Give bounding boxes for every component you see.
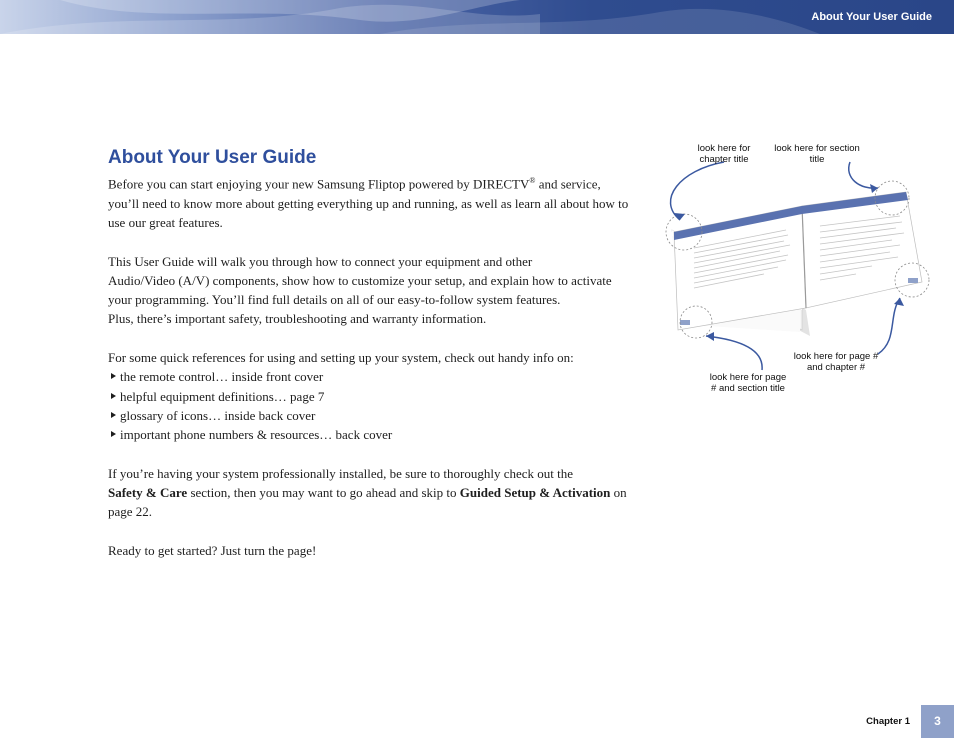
quickref-item: helpful equipment definitions… page 7 xyxy=(108,387,633,406)
guided-setup-emphasis: Guided Setup & Activation xyxy=(459,485,611,501)
quickref-item: important phone numbers & resources… back cover xyxy=(108,425,633,444)
page-number: 3 xyxy=(934,714,941,728)
quickref-item: glossary of icons… inside back cover xyxy=(108,406,633,425)
bullet-arrow-icon xyxy=(111,393,116,399)
running-header-title: About Your User Guide xyxy=(811,11,932,23)
callout-section-title: look here for section title xyxy=(774,143,860,165)
footer-chapter-label: Chapter 1 xyxy=(866,716,910,727)
install-line-2: section, then you may want to go ahead and skip to xyxy=(187,485,460,501)
install-paragraph xyxy=(108,464,633,522)
intro-text-a: Before you can start enjoying your new Samsung Fliptop powered by DIRECTV xyxy=(108,176,530,192)
callout-chapter-title: look here for chapter title xyxy=(697,143,751,165)
quickref-intro: For some quick references for using and setting up your system, check out handy info on: xyxy=(108,350,574,365)
body-text xyxy=(108,171,633,580)
registered-mark: ® xyxy=(529,176,536,185)
callout-page-chapter: look here for page # and chapter # xyxy=(793,351,879,373)
install-line-1: If you’re having your system professionally installed, be sure to thoroughly check out the xyxy=(108,465,574,481)
bullet-arrow-icon xyxy=(111,431,116,437)
guide-layout-illustration xyxy=(660,140,954,410)
bullet-arrow-icon xyxy=(111,373,116,379)
walkthrough-line-1: This User Guide will walk you through how to connect your equipment and other xyxy=(108,253,533,269)
bullet-arrow-icon xyxy=(111,412,116,418)
walkthrough-line-4: Plus, there’s important safety, troubleshooting and warranty information. xyxy=(108,311,487,327)
install-line-3: on page 22. xyxy=(108,485,627,520)
callout-page-section: look here for page # and section title xyxy=(709,372,787,394)
quickref-list xyxy=(108,367,633,444)
safety-care-emphasis: Safety & Care xyxy=(108,485,188,501)
quickref-item: the remote control… inside front cover xyxy=(108,367,633,386)
walkthrough-line-3: your programming. You’ll find full details on all of our easy-to-follow system features. xyxy=(108,292,561,308)
intro-text-b: and service, you’ll need to know more about getting everything up and running, as well as learn all about how to use our great features. xyxy=(108,176,629,230)
page-number-tab xyxy=(921,705,954,738)
intro-paragraph xyxy=(108,171,633,232)
walkthrough-paragraph xyxy=(108,252,633,329)
closing-paragraph: Ready to get started? Just turn the page! xyxy=(108,542,317,558)
header-banner xyxy=(0,0,954,34)
page-title: About Your User Guide xyxy=(108,147,317,168)
walkthrough-line-2: Audio/Video (A/V) components, show how to customize your setup, and explain how to activate xyxy=(108,272,612,288)
